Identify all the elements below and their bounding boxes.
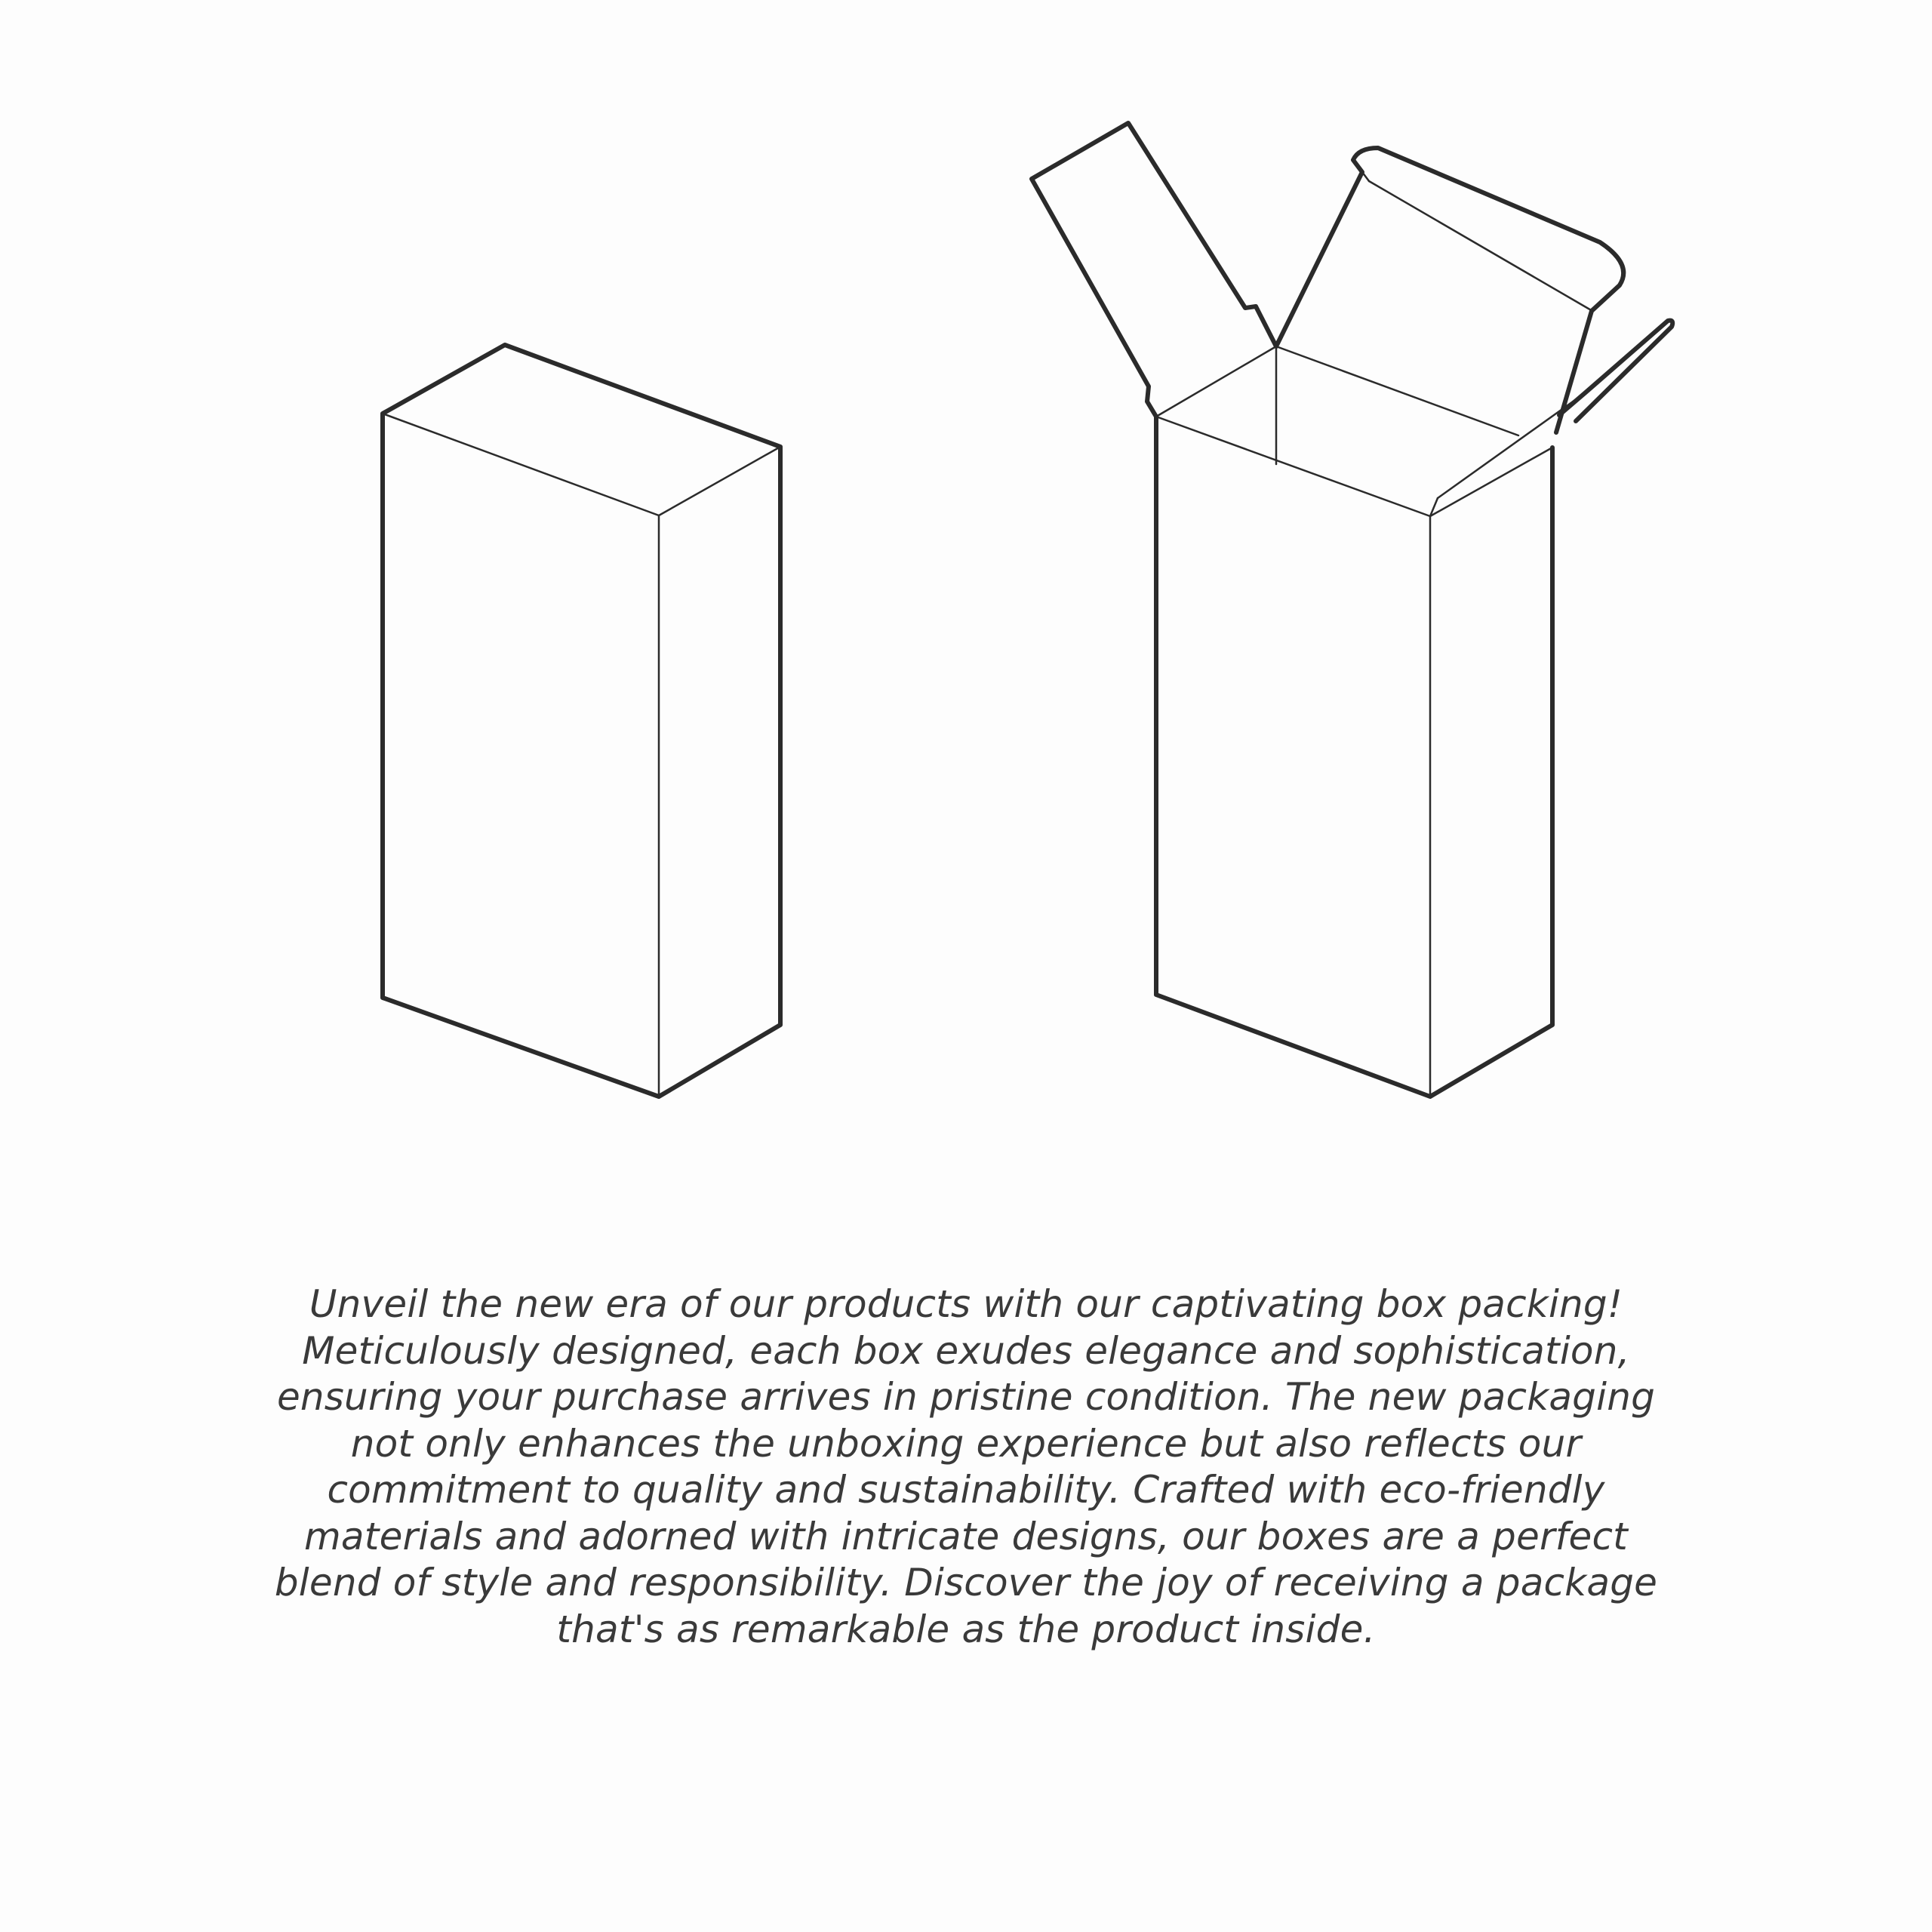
description-line: materials and adorned with intricate designs, our boxes are a perfect [304,1514,1628,1558]
description-text [257,1281,1675,1653]
open-box-icon [1032,123,1672,1097]
description-line: that's as remarkable as the product inside. [556,1607,1376,1651]
description-line: Meticulously designed, each box exudes elegance and sophistication, [302,1328,1630,1373]
description-line: not only enhances the unboxing experience but also reflects our [350,1421,1582,1466]
description-line: blend of style and responsibility. Discover the joy of receiving a package [274,1561,1658,1604]
closed-box-icon [383,345,780,1097]
description-line: ensuring your purchase arrives in pristine condition. The new packaging [276,1375,1656,1419]
description-line: Unveil the new era of our products with our captivating box packing! [309,1282,1623,1326]
description-line: commitment to quality and sustainability. Crafted with eco-friendly [327,1468,1605,1512]
